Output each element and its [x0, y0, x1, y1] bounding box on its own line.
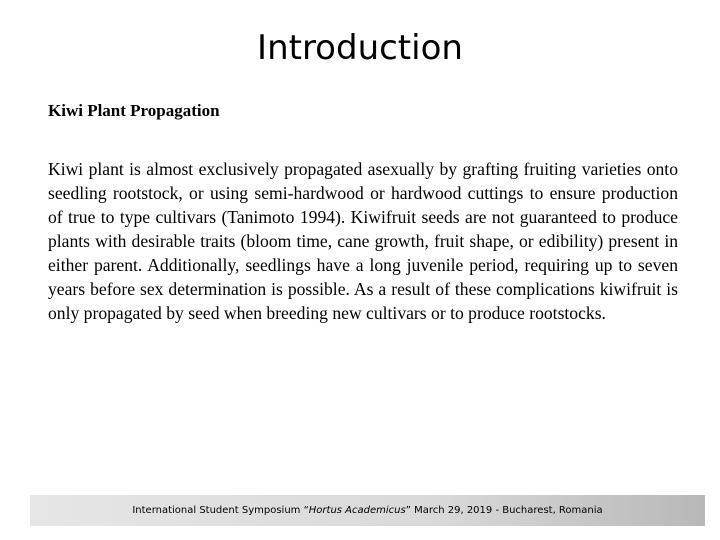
footer-prefix: International Student Symposium “	[132, 505, 309, 516]
footer-event-name: Hortus Academicus	[308, 505, 406, 516]
footer-suffix: ” March 29, 2019 - Bucharest, Romania	[405, 505, 603, 516]
section-subtitle: Kiwi Plant Propagation	[48, 101, 220, 120]
body-paragraph: Kiwi plant is almost exclusively propagated asexually by grafting fruiting varieties onto seedling rootstock, or using semi-hardwood or hardwood cuttings to ensure production of true to type cultivars (Tanimoto 1994). Kiwifruit seeds are not guaranteed to produce plants with desirable traits (bloom time, cane growth, fruit shape, or edibility) present in either parent. Additionally, seedlings have a long juvenile period, requiring up to seven years before sex determination is possible. As a result of these complications kiwifruit is only propagated by seed when breeding new cultivars or to produce rootstocks.	[48, 159, 678, 323]
footer-text	[30, 495, 705, 526]
footer-bar	[30, 495, 705, 526]
slide-title: Introduction	[257, 28, 463, 68]
